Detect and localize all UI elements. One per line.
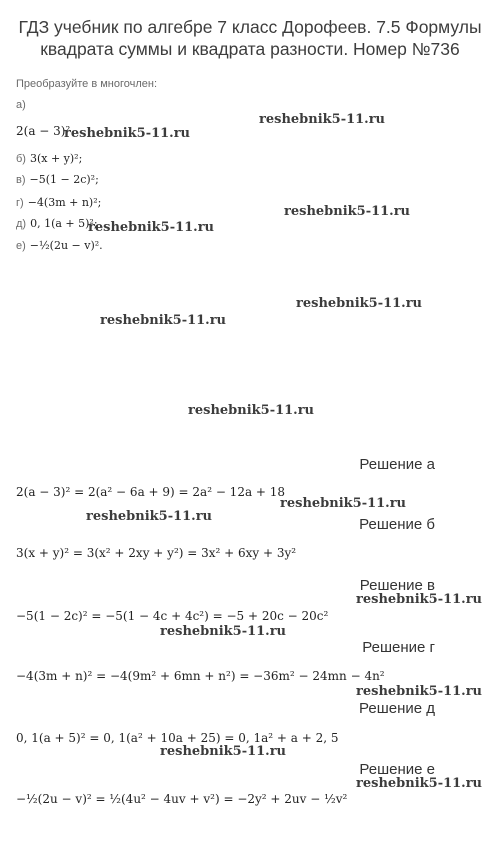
watermark: reshebnik5-11.ru bbox=[284, 204, 411, 219]
item-c bbox=[16, 170, 99, 188]
item-b-label: б) bbox=[16, 153, 26, 165]
item-a-label: а) bbox=[16, 99, 26, 111]
watermark: reshebnik5-11.ru bbox=[280, 496, 407, 511]
solution-e-expr: 0, 1(a + 5)² = 0, 1(a² + 10a + 25) = 0, 1a² + a + 2, 5 bbox=[16, 731, 339, 745]
watermark: reshebnik5-11.ru bbox=[86, 509, 213, 524]
watermark: reshebnik5-11.ru bbox=[356, 592, 483, 607]
watermark: reshebnik5-11.ru bbox=[160, 744, 287, 759]
watermark: reshebnik5-11.ru bbox=[296, 296, 423, 311]
watermark: reshebnik5-11.ru bbox=[356, 684, 483, 699]
item-a-expr: 2(a − 3)² bbox=[16, 124, 71, 138]
solution-c-title: Решение в bbox=[359, 577, 435, 594]
item-f-expr: −½(2u − v)². bbox=[29, 239, 103, 252]
item-b bbox=[16, 149, 82, 167]
watermark: reshebnik5-11.ru bbox=[259, 112, 386, 127]
item-b-expr: 3(x + y)²; bbox=[29, 152, 83, 165]
solution-a-expr: 2(a − 3)² = 2(a² − 6a + 9) = 2a² − 12a + 18 bbox=[16, 485, 286, 499]
watermark: reshebnik5-11.ru bbox=[188, 403, 315, 418]
solution-d-title: Решение г bbox=[362, 639, 435, 656]
item-e-label: д) bbox=[16, 218, 27, 230]
item-d-expr: −4(3m + n)²; bbox=[27, 196, 102, 209]
item-c-expr: −5(1 − 2c)²; bbox=[29, 173, 99, 186]
solution-f-expr: −½(2u − v)² = ½(4u² − 4uv + v²) = −2y² + 2uv − ½v² bbox=[16, 792, 348, 806]
item-c-label: в) bbox=[16, 174, 26, 186]
item-d bbox=[16, 193, 101, 211]
watermark: reshebnik5-11.ru bbox=[100, 313, 227, 328]
watermark: reshebnik5-11.ru bbox=[160, 624, 287, 639]
solution-f-title: Решение е bbox=[359, 761, 435, 778]
item-f bbox=[16, 236, 103, 254]
item-d-label: г) bbox=[16, 197, 24, 209]
solution-b-expr: 3(x + y)² = 3(x² + 2xy + y²) = 3x² + 6xy + 3y² bbox=[16, 546, 297, 560]
item-e bbox=[16, 214, 98, 232]
watermark: reshebnik5-11.ru bbox=[64, 126, 191, 141]
solution-e-title: Решение д bbox=[359, 700, 435, 717]
solution-c-expr: −5(1 − 2c)² = −5(1 − 4c + 4c²) = −5 + 20c − 20c² bbox=[16, 609, 329, 623]
solution-b-title: Решение б bbox=[359, 516, 435, 533]
watermark: reshebnik5-11.ru bbox=[88, 220, 215, 235]
item-f-label: е) bbox=[16, 240, 26, 252]
solution-a-title: Решение а bbox=[359, 456, 435, 473]
task-instruction: Преобразуйте в многочлен: bbox=[16, 78, 158, 90]
watermark: reshebnik5-11.ru bbox=[356, 776, 483, 791]
solution-d-expr: −4(3m + n)² = −4(9m² + 6mn + n²) = −36m² − 24mn − 4n² bbox=[16, 669, 385, 683]
page-title: ГДЗ учебник по алгебре 7 класс Дорофеев. 7.5 Формулы квадрата суммы и квадрата разности. Номер №736 bbox=[18, 17, 482, 59]
item-e-expr: 0, 1(a + 5)²; bbox=[30, 217, 98, 230]
